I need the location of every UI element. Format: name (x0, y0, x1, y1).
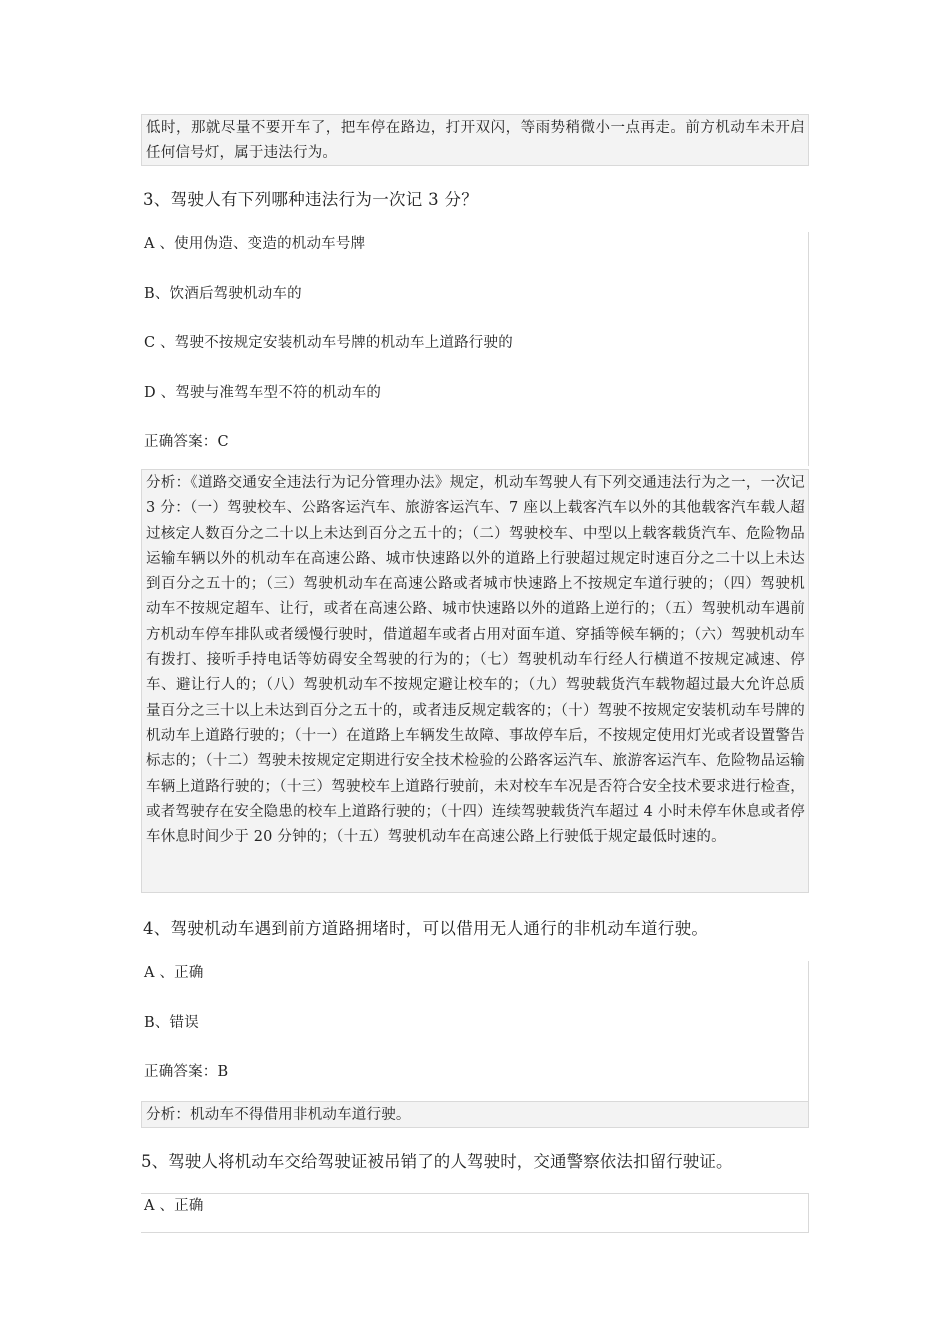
q4-options (141, 961, 809, 1101)
q4-option-a: A 、正确 (144, 965, 204, 981)
q3-answer: 正确答案：C (144, 434, 229, 450)
q3-option-a: A 、使用伪造、变造的机动车号牌 (144, 236, 366, 252)
q3-option-d: D 、驾驶与准驾车型不符的机动车的 (144, 384, 382, 401)
question-5: 5、驾驶人将机动车交给驾驶证被吊销了的人驾驶时，交通警察依法扣留行驶证。 (141, 1152, 733, 1171)
q5-option-a: A 、正确 (144, 1198, 204, 1214)
question-4: 4、驾驶机动车遇到前方道路拥堵时，可以借用无人通行的非机动车道行驶。 (143, 919, 709, 938)
q3-option-c: C 、驾驶不按规定安装机动车号牌的机动车上道路行驶的 (144, 335, 513, 351)
q5-options (141, 1193, 809, 1233)
q3-options (141, 232, 809, 466)
q4-option-b: B、错误 (144, 1014, 199, 1031)
q3-option-b: B、饮酒后驾驶机动车的 (144, 285, 302, 302)
question-3: 3、驾驶人有下列哪种违法行为一次记 3 分？ (143, 190, 479, 209)
q4-answer: 正确答案：B (144, 1064, 229, 1080)
prev-analysis: 低时，那就尽量不要开车了，把车停在路边，打开双闪，等雨势稍微小一点再走。前方机动车未开启任何信号灯，属于违法行为。 (141, 114, 809, 166)
q3-analysis: 分析：《道路交通安全违法行为记分管理办法》规定，机动车驾驶人有下列交通违法行为之一，一次记 3 分：（一）驾驶校车、公路客运汽车、旅游客运汽车、7 座以上载客汽车以外的其他载客汽车载人超过核定人数百分之二十以上未达到百分之五十的；（二）驾驶校车、中型以上载客载货汽车、危险物品运输车辆以外的机动车在高速公路、城市快速路以外的道路上行驶超过规定时速百分之二十以上未达到百分之五十的；（三）驾驶机动车在高速公路或者城市快速路上不按规定车道行驶的；（四）驾驶机动车不按规定超车、让行，或者在高速公路、城市快速路以外的道路上逆行的；（五）驾驶机动车遇前方机动车停车排队或者缓慢行驶时，借道超车或者占用对面车道、穿插等候车辆的；（六）驾驶机动车有拨打、接听手持电话等妨碍安全驾驶的行为的；（七）驾驶机动车行经人行横道不按规定减速、停车、避让行人的；（八）驾驶机动车不按规定避让校车的；（九）驾驶载货汽车载物超过最大允许总质量百分之三十以上未达到百分之五十的，或者违反规定载客的；（十）驾驶不按规定安装机动车号牌的机动车上道路行驶的；（十一）在道路上车辆发生故障、事故停车后，不按规定使用灯光或者设置警告标志的；（十二）驾驶未按规定定期进行安全技术检验的公路客运汽车、旅游客运汽车、危险物品运输车辆上道路行驶的；（十三）驾驶校车上道路行驶前，未对校车车况是否符合安全技术要求进行检查，或者驾驶存在安全隐患的校车上道路行驶的；（十四）连续驾驶载货汽车超过 4 小时未停车休息或者停车休息时间少于 20 分钟的；（十五）驾驶机动车在高速公路上行驶低于规定最低时速的。 (141, 469, 809, 893)
q4-analysis: 分析：机动车不得借用非机动车道行驶。 (141, 1101, 809, 1128)
